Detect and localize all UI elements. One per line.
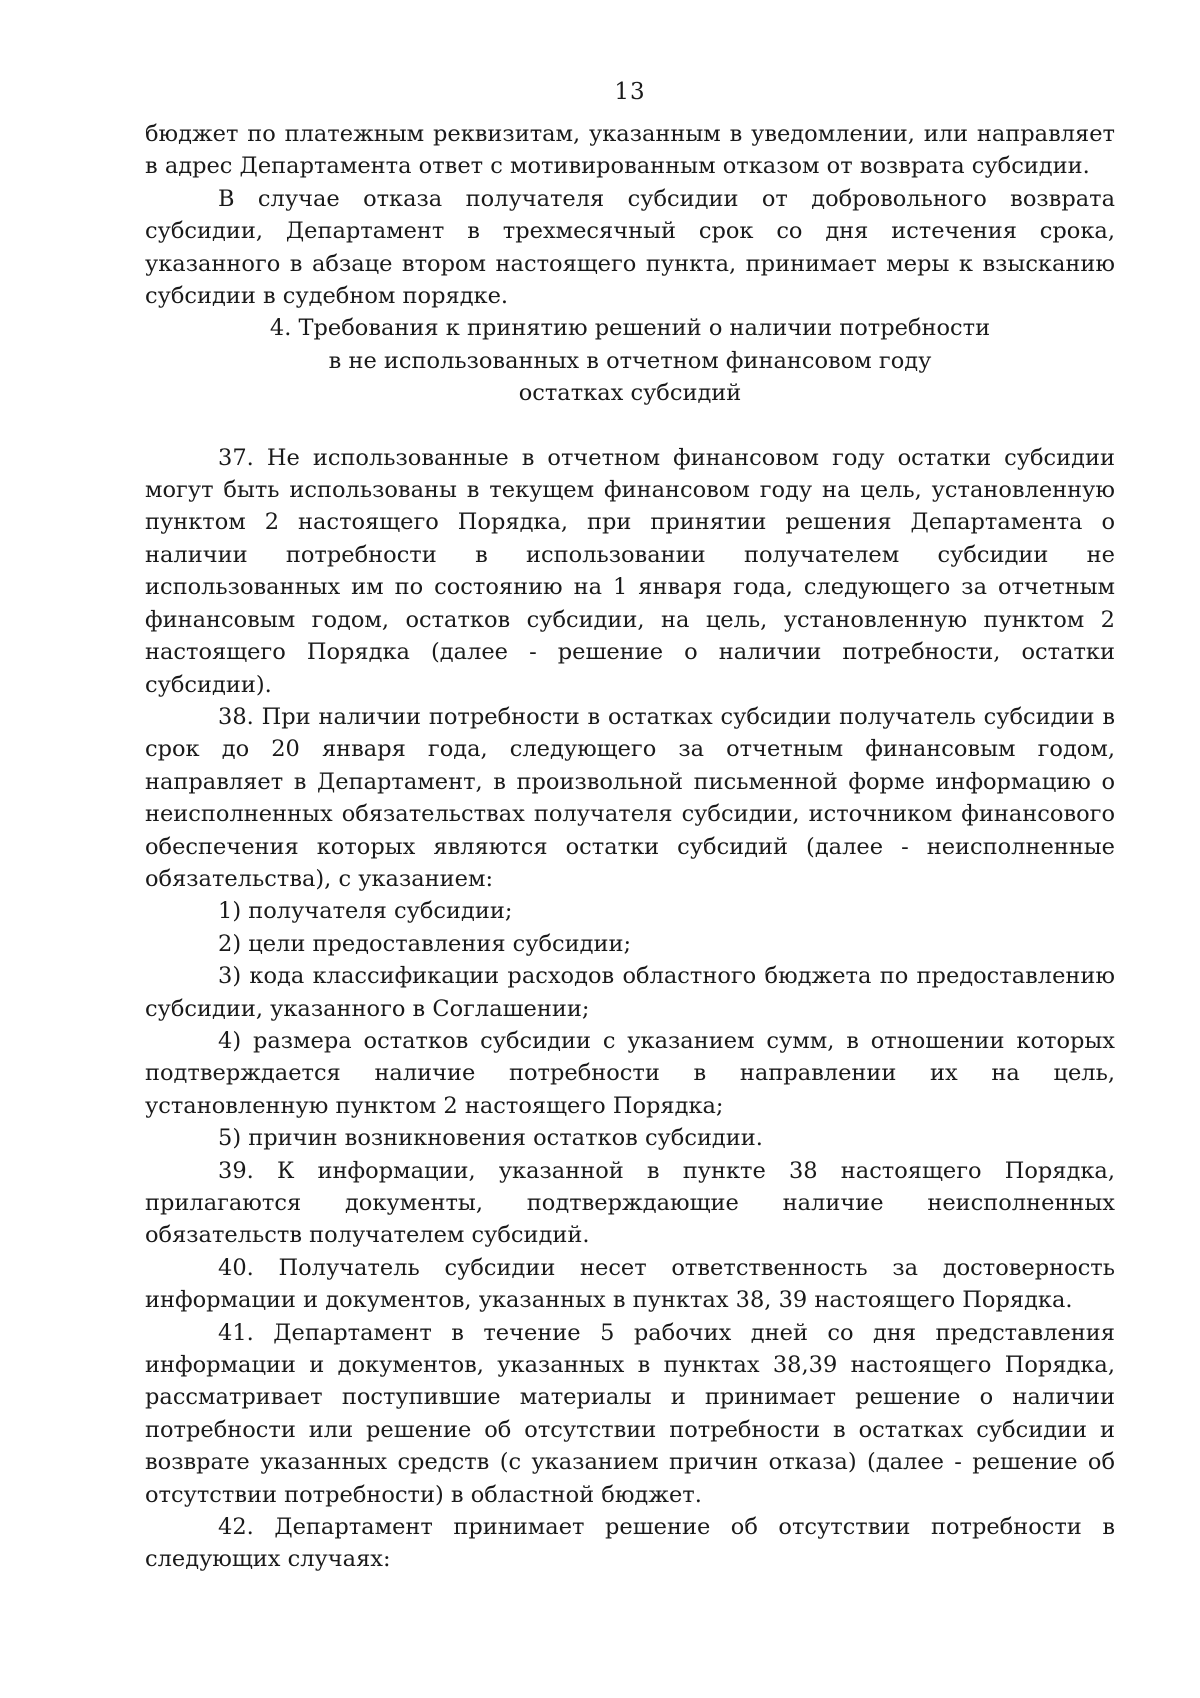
paragraph-41: 41. Департамент в течение 5 рабочих дней со дня представления информации и документов, указанных в пунктах 38,39 настоящего Порядка, рассматривает поступившие материалы и принимает решение о наличии потребности или решение об отсутствии потребности в остатках субсидии и возврате указанных средств (с указанием причин отказа) (далее - решение об отсутствии потребности) в областной бюджет. xyxy=(145,1319,1115,1508)
paragraph-39: 39. К информации, указанной в пункте 38 настоящего Порядка, прилагаются документы, подтверждающие наличие неисполненных обязательств получателем субсидий. xyxy=(145,1157,1115,1249)
section-heading-line-1: 4. Требования к принятию решений о наличии потребности xyxy=(269,315,991,342)
list-item-4: 4) размера остатков субсидии с указанием сумм, в отношении которых подтверждается наличие потребности в направлении их на цель, установленную пунктом 2 настоящего Порядка; xyxy=(145,1027,1115,1119)
list-item-1: 1) получателя субсидии; xyxy=(218,898,513,925)
section-heading xyxy=(145,312,1115,409)
paragraph-refusal: В случае отказа получателя субсидии от добровольного возврата субсидии, Департамент в трехмесячный срок со дня истечения срока, указанного в абзаце втором настоящего пункта, принимает меры к взысканию субсидии в судебном порядке. xyxy=(145,185,1115,310)
paragraph-42: 42. Департамент принимает решение об отсутствии потребности в следующих случаях: xyxy=(145,1514,1115,1573)
document-page xyxy=(145,76,1115,1576)
section-heading-line-2: в не использованных в отчетном финансовом году xyxy=(328,347,932,374)
paragraph-continuation: бюджет по платежным реквизитам, указанным в уведомлении, или направляет в адрес Департамента ответ с мотивированным отказом от возврата субсидии. xyxy=(145,121,1115,180)
section-heading-line-3: остатках субсидий xyxy=(518,380,742,407)
list-item-5: 5) причин возникновения остатков субсидии. xyxy=(218,1125,763,1152)
paragraph-37: 37. Не использованные в отчетном финансовом году остатки субсидии могут быть использованы в текущем финансовом году на цель, установленную пунктом 2 настоящего Порядка, при принятии решения Департамента о наличии потребности в использовании получателем субсидии не использованных им по состоянию на 1 января года, следующего за отчетным финансовым годом, остатков субсидии, на цель, установленную пунктом 2 настоящего Порядка (далее - решение о наличии потребности, остатки субсидии). xyxy=(145,444,1115,698)
list-item-2: 2) цели предоставления субсидии; xyxy=(218,930,632,957)
list-item-3: 3) кода классификации расходов областного бюджета по предоставлению субсидии, указанного в Соглашении; xyxy=(145,963,1115,1022)
page-number: 13 xyxy=(614,79,646,105)
paragraph-40: 40. Получатель субсидии несет ответственность за достоверность информации и документов, указанных в пунктах 38, 39 настоящего Порядка. xyxy=(145,1254,1115,1314)
paragraph-38: 38. При наличии потребности в остатках субсидии получатель субсидии в срок до 20 января года, следующего за отчетным финансовым годом, направляет в Департамент, в произвольной письменной форме информацию о неисполненных обязательствах получателя субсидии, источником финансового обеспечения которых являются остатки субсидий (далее - неисполненные обязательства), с указанием: xyxy=(145,703,1115,892)
